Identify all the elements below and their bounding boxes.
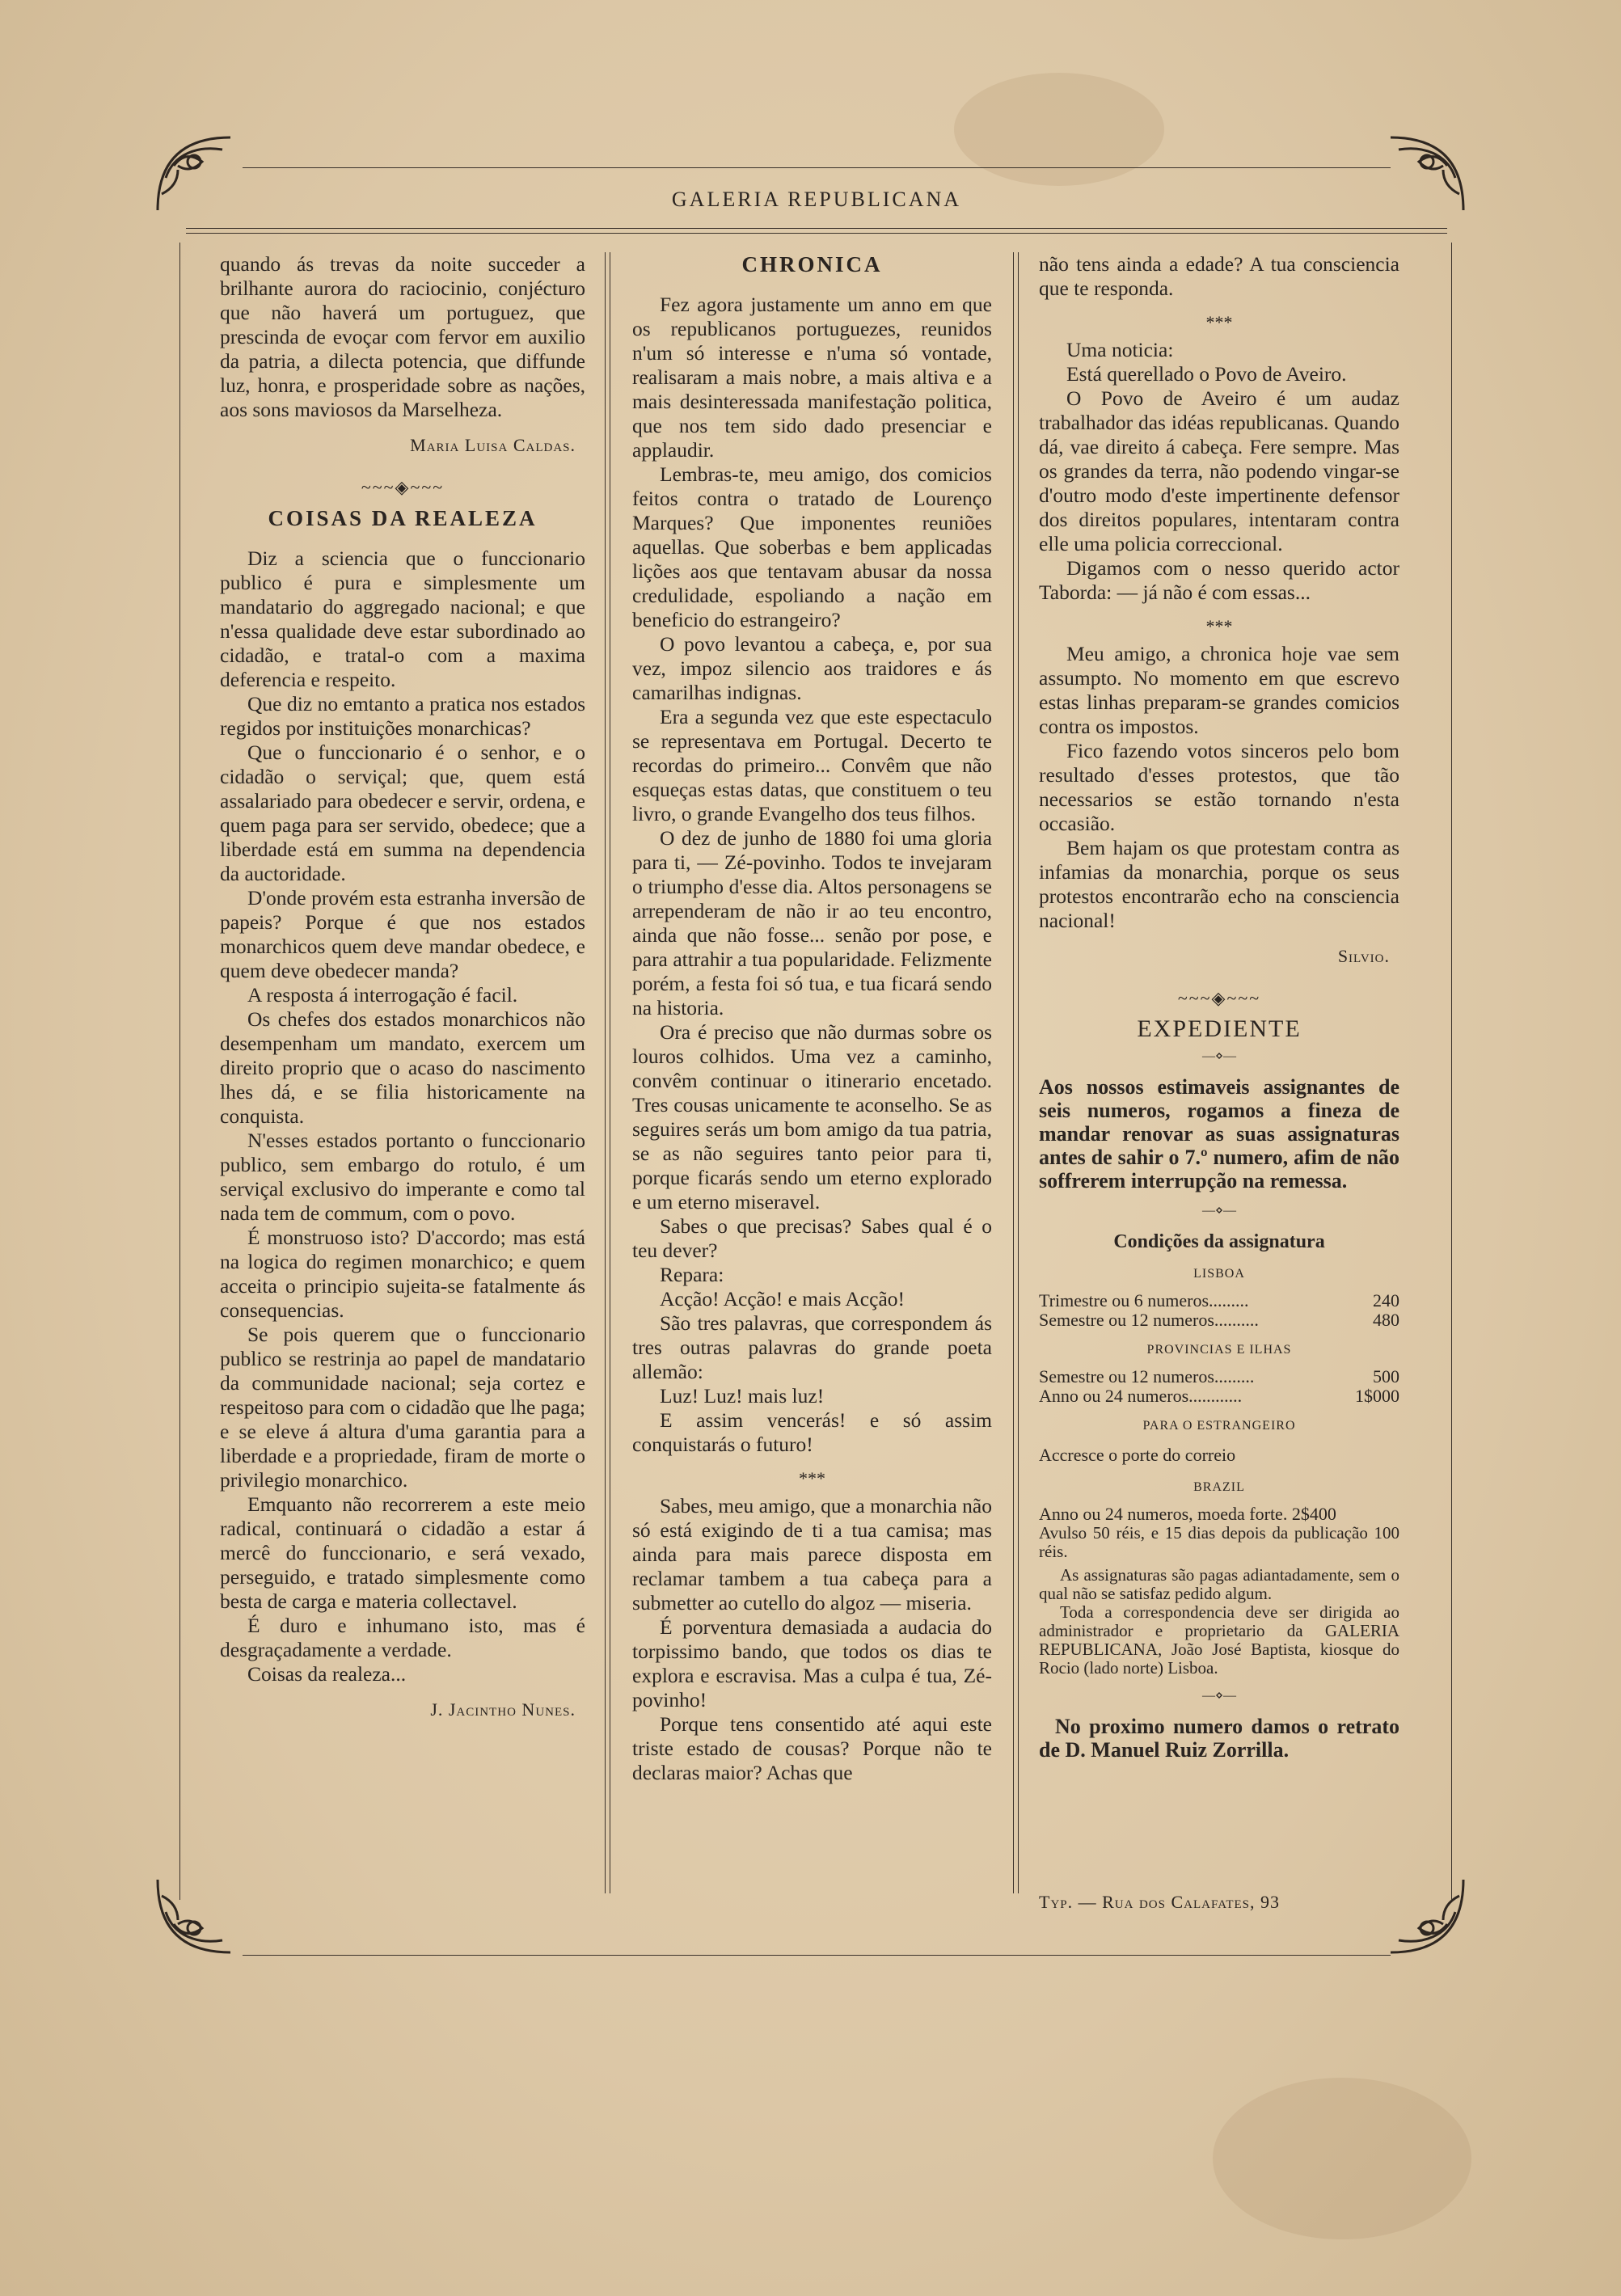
price-value: 480 bbox=[1373, 1310, 1399, 1330]
paragraph: Acção! Acção! e mais Acção! bbox=[660, 1287, 905, 1310]
left-frame-rule bbox=[179, 243, 180, 1900]
paragraph: Uma noticia: bbox=[1066, 338, 1174, 361]
price-row bbox=[1039, 1291, 1399, 1310]
paragraph: Sabes, meu amigo, que a monarchia não só está exigindo de ti a tua camisa; mas ainda para mais parece disposta em reclamar tambem a tua cabeça para a submetter ao cutello do algoz — miseria. bbox=[632, 1494, 992, 1614]
price-value: 1$000 bbox=[1355, 1386, 1399, 1406]
paragraph: Coisas da realeza... bbox=[247, 1662, 407, 1686]
divider-ornament: ~~~◈~~~ bbox=[1177, 988, 1261, 1008]
section-label: LISBOA bbox=[1193, 1267, 1245, 1281]
column-2 bbox=[632, 252, 992, 1785]
price-row bbox=[1039, 1310, 1399, 1330]
section-break-asterism: *** bbox=[1205, 616, 1233, 636]
paragraph: É porventura demasiada a audacia do torpissimo bando, que todos os dias te explora e escravisa. Mas a culpa é tua, Zé-povinho! bbox=[632, 1615, 992, 1711]
price-value: 500 bbox=[1373, 1366, 1399, 1386]
small-divider: —⋄— bbox=[1201, 1049, 1236, 1063]
paragraph: É monstruoso isto? D'accordo; mas está na logica do regimen monarchico; e quem acceita o principio sujeita-se fatalmente ás consequencias. bbox=[220, 1226, 585, 1322]
paragraph: quando ás trevas da noite succeder a brilhante aurora do raciocinio, conjécturo que não haverá um portuguez, que prescinda de evoçar com fervor em auxilio da patria, a dilecta potencia, que diffunde luz, honra, e prosperidade sobre as nações, aos sons maviosos da Marselheza. bbox=[220, 252, 585, 421]
page-header: GALERIA REPUBLICANA bbox=[671, 188, 962, 211]
next-issue-notice: No proximo numero damos o retrato de D. Manuel Ruiz Zorrilla. bbox=[1039, 1715, 1399, 1762]
note: Toda a correspondencia deve ser dirigida ao administrador e proprietario da GALERIA REPUBLICANA, João José Baptista, kiosque do Rocio (lado norte) Lisboa. bbox=[1039, 1602, 1399, 1678]
right-frame-rule bbox=[1451, 243, 1452, 1900]
paragraph: D'onde provém esta estranha inversão de papeis? Porque é que nos estados monarchicos quem deve mandar obedece, e quem deve obedecer manda? bbox=[220, 886, 585, 982]
column-divider bbox=[605, 252, 606, 1893]
price-table-provincias bbox=[1039, 1367, 1399, 1406]
section-break-asterism: *** bbox=[799, 1468, 825, 1488]
section-label: BRAZIL bbox=[1193, 1480, 1245, 1494]
paragraph: Ora é preciso que não durmas sobre os louros colhidos. Uma vez a caminho, convêm continuar o itinerario encetado. Tres cousas unicamente te aconselho. Se as seguires serás um bom amigo da tua patria, se as não seguires tanto peior para ti, porque ficarás sendo um eterno explorado e um eterno miseravel. bbox=[632, 1020, 992, 1213]
small-divider: —⋄— bbox=[1201, 1689, 1236, 1703]
paragraph: Diz a sciencia que o funccionario publico é pura e simplesmente um mandatario do aggregado nacional; e que n'essa qualidade deve estar subordinado ao cidadão, e tratal-o com a maxima deferencia e respeito. bbox=[220, 547, 585, 691]
estrangeiro-text: Accresce o porte do correio bbox=[1039, 1445, 1236, 1465]
paragraph: Luz! Luz! mais luz! bbox=[660, 1384, 825, 1408]
signature: J. Jacintho Nunes. bbox=[430, 1699, 576, 1720]
printer-imprint: Typ. — Rua dos Calafates, 93 bbox=[1039, 1892, 1281, 1912]
note: As assignaturas são pagas adiantadamente, sem o qual não se satisfaz pedido algum. bbox=[1039, 1565, 1399, 1603]
paragraph: São tres palavras, que correspondem ás tres outras palavras do grande poeta allemão: bbox=[632, 1311, 992, 1383]
paragraph: E assim vencerás! e só assim conquistarás o futuro! bbox=[632, 1408, 992, 1456]
paragraph: Lembras-te, meu amigo, dos comicios feitos contra o tratado de Lourenço Marques? Que imponentes reuniões aquellas. Que soberbas e bem applicadas lições aos que tentavam abusar da nossa credulidade, espoliando a nação em beneficio do estrangeiro? bbox=[632, 462, 992, 631]
price-table-lisboa bbox=[1039, 1291, 1399, 1330]
paragraph: É duro e inhumano isto, mas é desgraçadamente a verdade. bbox=[220, 1614, 585, 1661]
bottom-frame-rule bbox=[243, 1955, 1391, 1956]
paragraph: Fez agora justamente um anno em que os republicanos portuguezes, reunidos n'um só interesse e n'uma só vontade, realisaram a mais nobre, a mais altiva e a mais desinteressada manifestação politica, que nos tem sido dado presenciar e applaudir. bbox=[632, 293, 992, 462]
paragraph: N'esses estados portanto o funccionario publico, sem embargo do rotulo, é um serviçal exclusivo do imperante e como tal nada tem de commum, com o povo. bbox=[220, 1129, 585, 1225]
section-label: PROVINCIAS E ILHAS bbox=[1146, 1343, 1292, 1357]
expediente-notice: Aos nossos estimaveis assignantes de seis numeros, rogamos a fineza de mandar renovar as suas assignaturas antes de sahir o 7.º numero, afim de não soffrerem interrupção na remessa. bbox=[1039, 1075, 1399, 1192]
brazil-text: Anno ou 24 numeros, moeda forte. 2$400 bbox=[1039, 1504, 1336, 1524]
small-divider: —⋄— bbox=[1201, 1204, 1236, 1218]
signature: Silvio. bbox=[1337, 946, 1390, 966]
paragraph: Era a segunda vez que este espectaculo se representava em Portugal. Decerto te recordas do primeiro... Convêm que não esqueças estas datas, que constituem o teu livro, o grande Evangelho dos teus filhos. bbox=[632, 705, 992, 825]
article-body bbox=[632, 293, 992, 1457]
price-label: Semestre ou 12 numeros.......... bbox=[1039, 1310, 1259, 1330]
paragraph: Bem hajam os que protestam contra as infamias da monarchia, porque os seus protestos encontrarão echo na consciencia nacional! bbox=[1039, 836, 1399, 932]
corner-ornament-bottom-right bbox=[1374, 1872, 1471, 1960]
paragraph: O povo levantou a cabeça, e, por sua vez, impoz silencio aos traidores e ás camarilhas indignas. bbox=[632, 632, 992, 704]
column-3 bbox=[1039, 252, 1399, 1762]
paragraph: Se pois querem que o funccionario publico se restrinja ao papel de mandatario da communidade nacional; seja cortez e respeitoso para com o cidadão que lhe paga; e se eleve á altura d'uma garantia para a liberdade e a propriedade, firam de morte o privilegio monarchico. bbox=[220, 1323, 585, 1492]
top-frame-rule bbox=[243, 167, 1391, 168]
price-label: Semestre ou 12 numeros......... bbox=[1039, 1366, 1255, 1386]
expediente-title: EXPEDIENTE bbox=[1137, 1015, 1302, 1042]
paragraph: A resposta á interrogação é facil. bbox=[247, 983, 518, 1007]
conditions-title: Condições da assignatura bbox=[1113, 1231, 1325, 1252]
paragraph: Que diz no emtanto a pratica nos estados regidos por instituições monarchicas? bbox=[220, 692, 585, 740]
paragraph: Está querellado o Povo de Aveiro. bbox=[1066, 362, 1347, 386]
article-title: CHRONICA bbox=[741, 252, 883, 276]
paragraph: Repara: bbox=[660, 1263, 724, 1286]
paragraph: Digamos com o nesso querido actor Taborda: — já não é com essas... bbox=[1039, 556, 1399, 604]
paragraph: O dez de junho de 1880 foi uma gloria para ti, — Zé-povinho. Todos te invejaram o triumpho d'esse dia. Altos personagens se arrependeram de não ir ao teu encontro, ainda que não fosse... senão por pose, e para attrahir a tua popularidade. Felizmente porém, a festa foi só tua, e tua ficará sendo na historia. bbox=[632, 826, 992, 1019]
column-divider bbox=[1013, 252, 1014, 1893]
header-underline bbox=[186, 228, 1447, 229]
article-body bbox=[220, 547, 585, 1686]
article-body bbox=[632, 1494, 992, 1785]
header-underline-2 bbox=[186, 233, 1447, 234]
paragraph: Fico fazendo votos sinceros pelo bom resultado d'esses protestos, que tão necessarios se estão tornando n'esta occasião. bbox=[1039, 739, 1399, 835]
price-label: Anno ou 24 numeros............ bbox=[1039, 1386, 1243, 1406]
paragraph: não tens ainda a edade? A tua consciencia que te responda. bbox=[1039, 252, 1399, 300]
price-row bbox=[1039, 1367, 1399, 1386]
paragraph: Meu amigo, a chronica hoje vae sem assumpto. No momento em que escrevo estas linhas preparam-se grandes comicios contra os impostos. bbox=[1039, 642, 1399, 738]
column-1 bbox=[220, 252, 585, 1722]
corner-ornament-bottom-left bbox=[150, 1872, 247, 1960]
paragraph: Que o funccionario é o senhor, e o cidadão o serviçal; que, quem está assalariado para obedecer e servir, ordena, e quem paga para ser servido, obedece; que a liberdade está em summa na dependencia da auctoridade. bbox=[220, 741, 585, 885]
article-body bbox=[1039, 642, 1399, 933]
article-title: COISAS DA REALEZA bbox=[268, 506, 538, 530]
price-value: 240 bbox=[1373, 1290, 1399, 1310]
section-break-asterism: *** bbox=[1205, 312, 1233, 332]
paragraph: Emquanto não recorrerem a este meio radical, continuará o cidadão a estar á mercê do funccionario, e será vexado, perseguido, e tratado simplesmente como besta de carga e materia collectavel. bbox=[220, 1492, 585, 1613]
paragraph: Sabes o que precisas? Sabes qual é o teu dever? bbox=[632, 1214, 992, 1262]
signature: Maria Luisa Caldas. bbox=[410, 435, 576, 455]
column-divider bbox=[1018, 252, 1019, 1893]
stain bbox=[1213, 2078, 1471, 2239]
section-label: PARA O ESTRANGEIRO bbox=[1142, 1419, 1296, 1433]
article-body bbox=[1039, 338, 1399, 605]
paragraph: Porque tens consentido até aqui este triste estado de cousas? Porque não te declaras maior? Achas que bbox=[632, 1712, 992, 1784]
price-label: Trimestre ou 6 numeros......... bbox=[1039, 1290, 1249, 1310]
price-row bbox=[1039, 1386, 1399, 1406]
avulso-text: Avulso 50 réis, e 15 dias depois da publicação 100 réis. bbox=[1039, 1523, 1399, 1561]
divider-ornament: ~~~◈~~~ bbox=[361, 477, 445, 497]
paragraph: O Povo de Aveiro é um audaz trabalhador das idéas republicanas. Quando dá, vae direito á cabeça. Fere sempre. Mas os grandes da terra, não podendo vingar-se d'outro modo d'este impertinente defensor dos direitos populares, intentaram contra elle uma policia correccional. bbox=[1039, 386, 1399, 555]
stain bbox=[954, 73, 1164, 186]
paragraph: Os chefes dos estados monarchicos não desempenham um mandato, exercem um direito proprio que o acaso do nascimento lhes dá, e se filia historicamente na conquista. bbox=[220, 1007, 585, 1128]
